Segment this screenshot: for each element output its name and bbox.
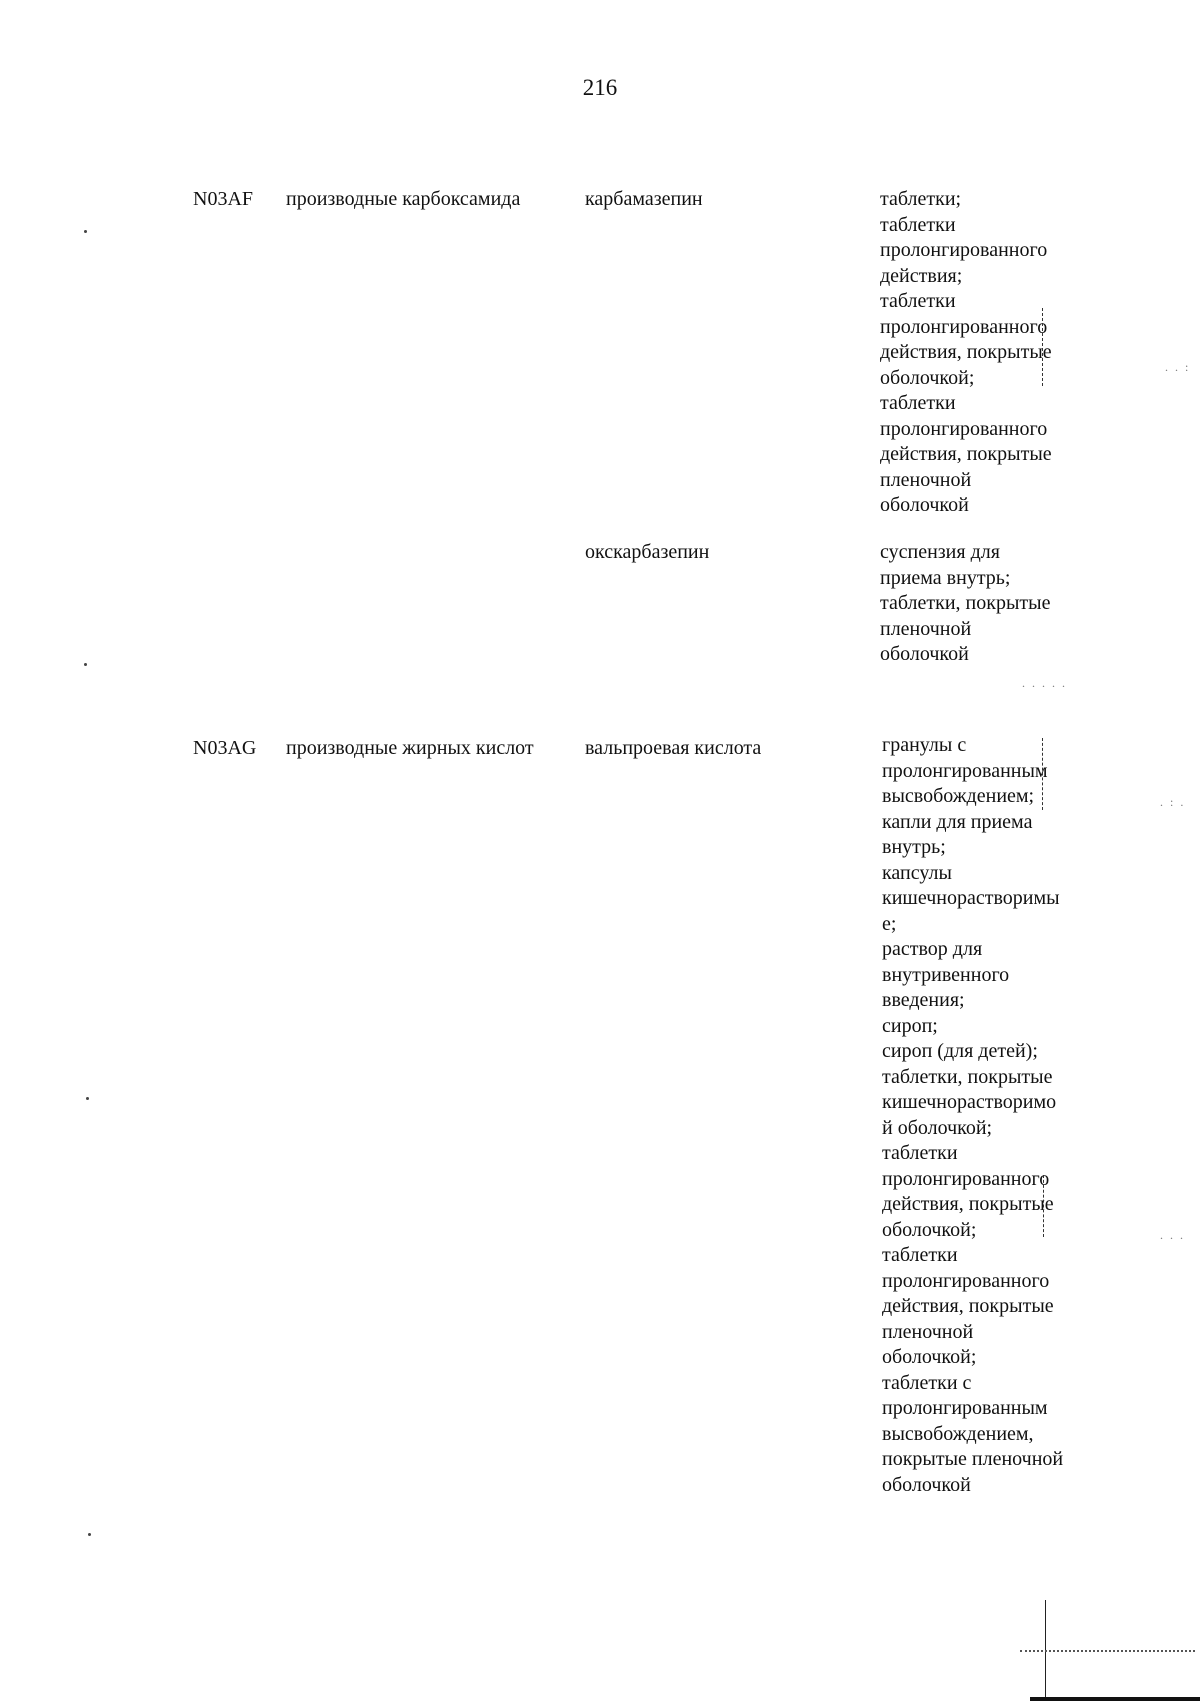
scan-speck: [88, 1533, 91, 1536]
dosage-forms: [880, 540, 1110, 668]
dosage-form-line: оболочкой: [882, 1473, 971, 1496]
dosage-form-line: таблетки: [882, 1142, 958, 1164]
scan-mark: [1043, 1175, 1044, 1237]
dosage-form-line: капли для приема: [882, 810, 1033, 833]
dosage-form-line: введения;: [882, 989, 965, 1011]
drug-name: окскарбазепин: [585, 541, 710, 563]
dosage-form-line: таблетки с: [882, 1371, 972, 1394]
dosage-form-line: оболочкой: [880, 494, 969, 516]
scan-speck: [84, 663, 87, 666]
dosage-form-line: оболочкой;: [882, 1218, 977, 1241]
scan-edge: [1030, 1697, 1200, 1701]
scan-mark: [1020, 1650, 1195, 1652]
dosage-form-line: пролонгированного: [880, 417, 1048, 440]
scan-dots: . . :: [1165, 360, 1191, 374]
scan-dots: . . .: [1160, 1228, 1185, 1242]
dosage-form-line: таблетки: [880, 213, 956, 236]
dosage-form-line: пролонгированного: [882, 1167, 1050, 1190]
dosage-form-line: таблетки, покрытые: [880, 592, 1051, 614]
dosage-form-line: внутривенного: [882, 963, 1010, 986]
scan-mark: [1042, 308, 1043, 386]
dosage-forms: [880, 187, 1110, 519]
dosage-form-line: пролонгированным: [882, 1397, 1048, 1419]
atc-group-name: производные карбоксамида: [286, 188, 521, 210]
dosage-form-line: приема внутрь;: [880, 566, 1011, 589]
dosage-form-line: капсулы: [882, 861, 952, 884]
dosage-form-line: гранулы с: [882, 734, 967, 756]
dosage-form-line: действия, покрытые: [882, 1295, 1054, 1317]
dosage-form-line: действия;: [880, 264, 963, 287]
scan-mark: [1042, 738, 1043, 810]
dosage-form-line: кишечнорастворимо: [882, 1091, 1057, 1113]
dosage-form-line: внутрь;: [882, 836, 946, 858]
dosage-form-line: действия, покрытые: [880, 341, 1052, 363]
dosage-form-line: пленочной: [882, 1320, 974, 1343]
dosage-form-line: высвобождением;: [882, 785, 1035, 807]
dosage-form-line: раствор для: [882, 938, 983, 960]
atc-code: N03AF: [193, 188, 254, 210]
dosage-form-line: таблетки: [880, 290, 956, 312]
dosage-form-line: суспензия для: [880, 541, 1000, 563]
dosage-form-line: сироп;: [882, 1014, 938, 1037]
dosage-forms: [882, 733, 1112, 1498]
dosage-form-line: действия, покрытые: [882, 1193, 1054, 1215]
dosage-form-line: пролонгированного: [882, 1269, 1050, 1292]
dosage-form-line: пролонгированного: [880, 239, 1048, 261]
dosage-form-line: покрытые пленочной: [882, 1448, 1064, 1470]
dosage-form-line: таблетки: [882, 1244, 958, 1266]
atc-group-name: производные жирных кислот: [286, 737, 534, 759]
dosage-form-line: таблетки;: [880, 188, 962, 210]
scan-dots: . . . . .: [1022, 676, 1067, 690]
scan-speck: [84, 230, 87, 233]
dosage-form-line: действия, покрытые: [880, 443, 1052, 465]
dosage-form-line: оболочкой;: [880, 366, 975, 389]
dosage-form-line: е;: [882, 912, 897, 935]
atc-code: N03AG: [193, 737, 257, 759]
dosage-form-line: таблетки: [880, 392, 956, 414]
dosage-form-line: таблетки, покрытые: [882, 1065, 1053, 1088]
dosage-form-line: оболочкой;: [882, 1346, 977, 1368]
dosage-form-line: оболочкой: [880, 643, 969, 665]
dosage-form-line: й оболочкой;: [882, 1116, 993, 1139]
dosage-form-line: сироп (для детей);: [882, 1040, 1038, 1062]
scan-speck: [86, 1097, 89, 1100]
dosage-form-line: пролонгированным: [882, 759, 1048, 782]
dosage-form-line: пленочной: [880, 617, 972, 640]
dosage-form-line: высвобождением,: [882, 1422, 1034, 1445]
dosage-form-line: пролонгированного: [880, 315, 1048, 338]
drug-name: вальпроевая кислота: [585, 737, 762, 759]
dosage-form-line: кишечнорастворимы: [882, 887, 1060, 909]
page-number: 216: [582, 75, 618, 100]
dosage-form-line: пленочной: [880, 468, 972, 491]
scan-dots: . : .: [1160, 795, 1186, 809]
drug-name: карбамазепин: [585, 188, 703, 210]
